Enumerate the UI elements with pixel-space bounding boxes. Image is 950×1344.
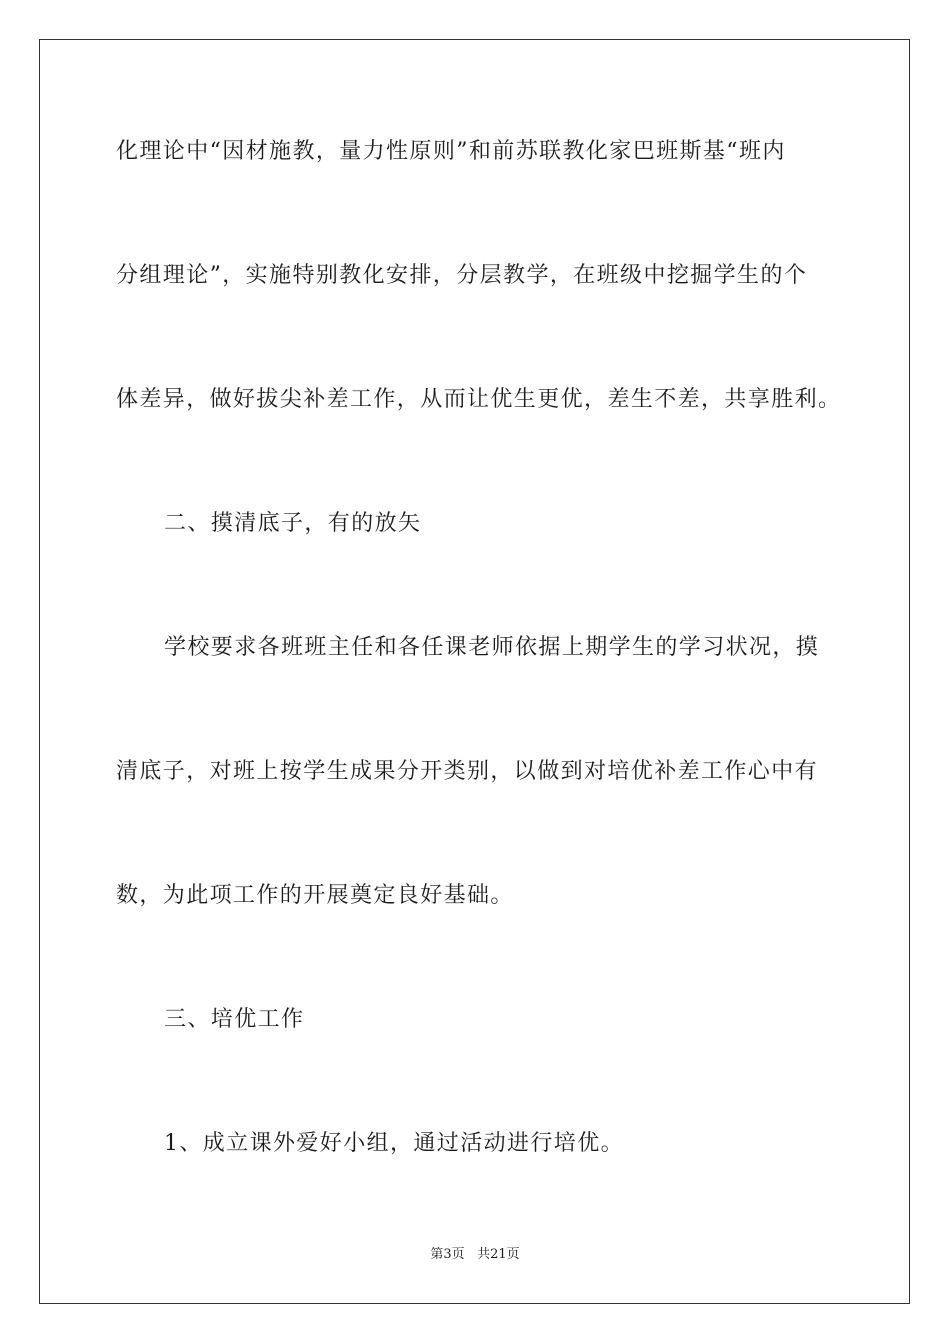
body-text-line: 学校要求各班班主任和各任课老师依据上期学生的学习状况，摸: [164, 635, 820, 660]
page-border: [39, 39, 910, 1304]
body-text-line: 清底子，对班上按学生成果分开类别，以做到对培优补差工作心中有: [116, 759, 819, 784]
body-text-line: 分组理论”，实施特别教化安排，分层教学，在班级中挖掘学生的个: [116, 263, 808, 288]
section-heading: 三、培优工作: [164, 1007, 305, 1032]
body-text-line: 化理论中“因材施教，量力性原则”和前苏联教化家巴班斯基“班内: [116, 139, 786, 164]
section-heading: 二、摸清底子，有的放矢: [164, 511, 422, 536]
page-number: 第3页: [430, 1247, 465, 1262]
list-item: 1、成立课外爱好小组，通过活动进行培优。: [164, 1131, 624, 1156]
page-footer: [0, 1246, 950, 1264]
page-total: 共21页: [477, 1247, 520, 1262]
body-text-line: 体差异，做好拔尖补差工作，从而让优生更优，差生不差，共享胜利。: [116, 387, 842, 412]
body-text-line: 数，为此项工作的开展奠定良好基础。: [116, 883, 514, 908]
